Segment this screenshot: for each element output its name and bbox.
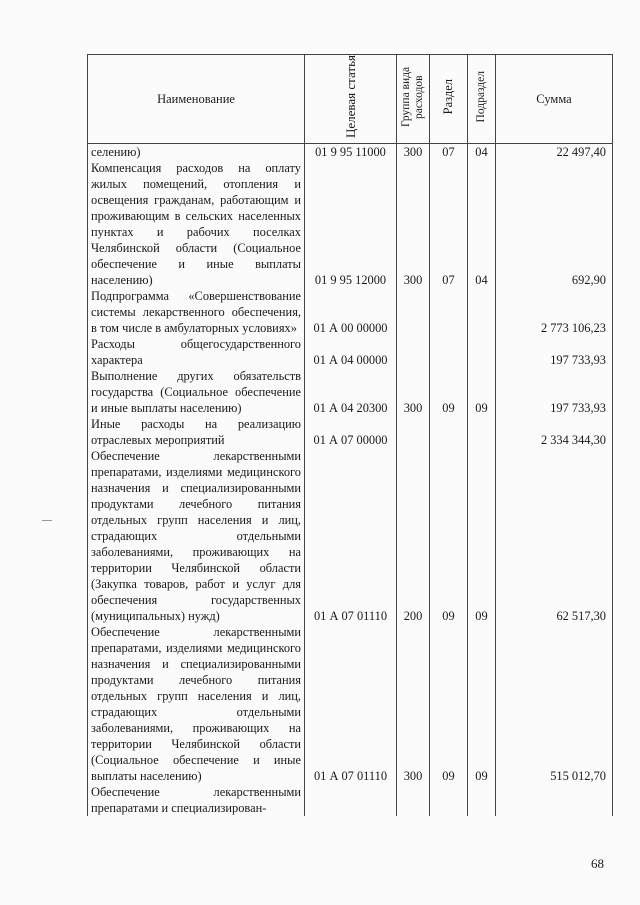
row-sum: 515 012,70 [496,624,613,784]
header-section: Раздел [430,55,468,144]
row-subsection: 09 [468,448,496,624]
table-row [88,288,613,336]
row-group: 300 [397,624,430,784]
table-row [88,624,613,784]
row-target: 01 А 07 01110 [305,448,397,624]
row-target: 01 А 07 01110 [305,624,397,784]
page-number: 68 [591,856,604,871]
row-section: 09 [430,368,468,416]
table-row [88,368,613,416]
row-name: Компенсация расходов на оплату жилых помещений, отопления и освещения гражданам, работающим и проживающим в сельских населенных пунктах и рабочих поселках Челябинской области (Социальное обеспечение и иные выплаты населению) [88,160,305,288]
row-name: Обеспечение лекарственными препаратами, изделиями медицинского назначения и специализированными продуктами лечебного питания отдельных групп населения и лиц, страдающих отдельными заболеваниями, проживающих на территории Челябинской области (Закупка товаров, работ и услуг для обеспечения государственных (муниципальных) нужд) [88,448,305,624]
row-group [397,336,430,368]
row-sum: 22 497,40 [496,144,613,161]
row-target: 01 А 00 00000 [305,288,397,336]
table-row [88,336,613,368]
row-subsection: 09 [468,624,496,784]
row-name: Подпрограмма «Совершенствование системы лекарственного обеспечения, в том числе в амбулаторных условиях» [88,288,305,336]
row-group [397,416,430,448]
row-subsection [468,784,496,816]
row-section: 07 [430,160,468,288]
row-sum: 2 334 344,30 [496,416,613,448]
row-sum: 197 733,93 [496,336,613,368]
row-sum: 197 733,93 [496,368,613,416]
budget-table-sheet [87,54,612,816]
header-name: Наименование [88,55,305,144]
row-name: Выполнение других обязательств государства (Социальное обеспечение и иные выплаты населению) [88,368,305,416]
row-sum: 692,90 [496,160,613,288]
row-subsection [468,288,496,336]
row-name: Обеспечение лекарственными препаратами и специализирован- [88,784,305,816]
table-row [88,784,613,816]
table-row [88,448,613,624]
table-header-row [88,55,613,144]
row-sum: 62 517,30 [496,448,613,624]
row-group: 200 [397,448,430,624]
row-group [397,288,430,336]
row-sum: 2 773 106,23 [496,288,613,336]
header-sum: Сумма [496,55,613,144]
row-subsection [468,416,496,448]
row-section [430,784,468,816]
table-row [88,160,613,288]
row-section [430,336,468,368]
row-section [430,416,468,448]
row-group [397,784,430,816]
row-sum [496,784,613,816]
row-group: 300 [397,144,430,161]
scan-artifact [42,520,52,521]
row-target [305,784,397,816]
row-name: Иные расходы на реализацию отраслевых мероприятий [88,416,305,448]
row-target: 01 9 95 11000 [305,144,397,161]
row-group: 300 [397,368,430,416]
row-section: 09 [430,448,468,624]
budget-table [87,54,613,816]
header-group: Группа вида расходов [397,55,430,144]
header-target: Целевая статья [305,55,397,144]
table-row [88,144,613,161]
row-name: Обеспечение лекарственными препаратами, изделиями медицинского назначения и специализированными продуктами лечебного питания отдельных групп населения и лиц, страдающих отдельными заболеваниями, проживающих на территории Челябинской области (Социальное обеспечение и иные выплаты населению) [88,624,305,784]
row-target: 01 А 04 00000 [305,336,397,368]
row-target: 01 А 04 20300 [305,368,397,416]
row-subsection: 04 [468,144,496,161]
table-row [88,416,613,448]
row-section: 07 [430,144,468,161]
header-subsection: Подраздел [468,55,496,144]
row-target: 01 9 95 12000 [305,160,397,288]
row-section: 09 [430,624,468,784]
row-section [430,288,468,336]
row-subsection: 04 [468,160,496,288]
row-group: 300 [397,160,430,288]
row-subsection: 09 [468,368,496,416]
row-name: Расходы общегосударственного характера [88,336,305,368]
row-subsection [468,336,496,368]
row-target: 01 А 07 00000 [305,416,397,448]
row-name: селению) [88,144,305,161]
